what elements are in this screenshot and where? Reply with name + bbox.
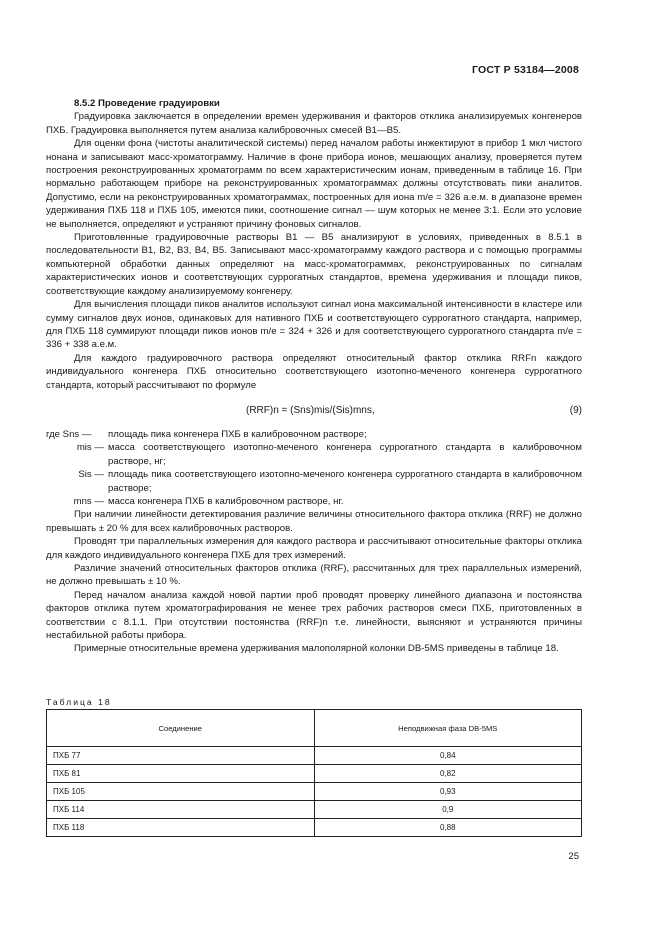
table-row (47, 747, 582, 765)
definition-text: площадь пика конгенера ПХБ в калибровочном растворе; (108, 428, 367, 440)
paragraph: Для каждого градуировочного раствора определяют относительный фактор отклика RRFn каждого индивидуального конгенера ПХБ относительно соответствующего изотопно-меченого конгенера суррогатного стандарта, который рассчитывают по формуле (46, 352, 582, 391)
value-cell: 0,84 (314, 747, 582, 765)
paragraph: Приготовленные градуировочные растворы В1 — В5 анализируют в условиях, приведенных в 8.5.1 в последовательности В1, В2, В3, В4, В5. Записывают масс-хроматограмму каждого раствора и с помощью программы компьютерной обработки данных определяют на масс-хроматограммах, реконструированных по сигналам характеристических ионов и соответствующих суррогатных стандартов, времена удерживания и площади пиков, соответствующие каждому анализируемому конгенеру. (46, 232, 582, 297)
definition-text: масса соответствующего изотопно-меченого конгенера суррогатного стандарта в калибровочном растворе, нг; (108, 442, 582, 467)
compound-cell: ПХБ 118 (47, 819, 315, 837)
table-row (47, 765, 582, 783)
compound-cell: ПХБ 77 (47, 747, 315, 765)
value-cell: 0,9 (314, 801, 582, 819)
formula-row (46, 404, 582, 420)
formula: (RRF)n = (Sns)mis/(Sis)mns, (246, 404, 375, 416)
compound-cell: ПХБ 81 (47, 765, 315, 783)
paragraph: Для оценки фона (чистоты аналитической системы) перед началом работы инжектируют в прибор 1 мкл чистого нонана и записывают масс-хроматограмму. Наличие в фоне прибора ионов, мешающих анализу, проверяется путем построения реконструированных хроматограмм по всем характеристическим ионам, приведенным в таблице 16. При нормально работающем приборе на реконструированных хроматограммах должны отсутствовать пики аналитов. Допустимо, если на реконструированных хроматограммах, построенных для иона m/e = 326 а.е.м. в диапазоне времен удерживания ПХБ 118 и ПХБ 105, имеются пики, соотношение сигнал — шум которых не менее 3:1. Если это условие не выполняется, определяют и устраняют причину фоновых сигналов. (46, 138, 582, 230)
table-row (47, 819, 582, 837)
column-header-compound: Соединение (47, 710, 315, 747)
retention-time-table (46, 709, 582, 837)
paragraph: Различие значений относительных факторов отклика (RRF), рассчитанных для трех параллельных измерений, не должно превышать ± 10 %. (46, 563, 582, 588)
column-header-phase: Неподвижная фаза DB-5MS (314, 710, 582, 747)
compound-cell: ПХБ 114 (47, 801, 315, 819)
definition-item (46, 468, 582, 495)
definition-symbol: mis — (76, 442, 104, 454)
value-cell: 0,82 (314, 765, 582, 783)
definition-item (46, 441, 582, 468)
table-header-row (47, 710, 582, 747)
paragraph: Градуировка заключается в определении времен удерживания и факторов отклика анализируемых конгенеров ПХБ. Градуировка выполняется путем анализа калибровочных смесей В1—В5. (46, 111, 582, 136)
table-caption: Таблица 18 (46, 697, 112, 707)
paragraph: Для вычисления площади пиков аналитов используют сигнал иона максимальной интенсивности в кластере или сумму сигналов двух ионов, одинаковых для нативного ПХБ и соответствующего суррогатного стандарта, например, для ПХБ 118 суммируют площади пиков ионов m/e = 324 + 326 и для соответствующего суррогатного стандарта m/e = 336 + 338 а.е.м. (46, 299, 582, 351)
paragraph: Проводят три параллельных измерения для каждого раствора и рассчитывают относительные факторы отклика для каждого индивидуального конгенера ПХБ для трех измерений. (46, 536, 582, 561)
definition-symbol: Sis — (78, 469, 104, 481)
table-row (47, 783, 582, 801)
definition-symbol: mns — (73, 495, 104, 507)
section-title: 8.5.2 Проведение градуировки (74, 98, 220, 109)
paragraph: Перед началом анализа каждой новой партии проб проводят проверку линейного диапазона и постоянства факторов отклика путем хроматографирования не менее трех рабочих растворов смеси ПХБ, приготовленных в соответствии с 8.1.1. При отсутствии постоянства (RRF)n т.е. линейности, выясняют и устраняются причины нестабильной работы прибора. (46, 589, 582, 642)
definition-symbol: где Sns — (46, 428, 92, 440)
definitions-list (46, 428, 582, 508)
document-id: ГОСТ Р 53184—2008 (471, 64, 579, 76)
compound-cell: ПХБ 105 (47, 783, 315, 801)
definition-text: площадь пика соответствующего изотопно-меченого конгенера суррогатного стандарта в калибровочном растворе; (108, 469, 582, 494)
paragraph: При наличии линейности детектирования различие величины относительного фактора отклика (RRF) не должно превышать ± 20 % для всех калибровочных растворов. (46, 509, 582, 534)
definition-text: масса конгенера ПХБ в калибровочном растворе, нг. (108, 495, 344, 507)
paragraph: Примерные относительные времена удерживания малополярной колонки DB-5MS приведены в таблице 18. (74, 643, 559, 655)
definition-item (46, 495, 582, 508)
equation-number: (9) (569, 404, 582, 416)
page-number: 25 (568, 851, 579, 862)
content-body (46, 97, 582, 656)
table-row (47, 801, 582, 819)
value-cell: 0,88 (314, 819, 582, 837)
definition-item (46, 428, 582, 441)
value-cell: 0,93 (314, 783, 582, 801)
